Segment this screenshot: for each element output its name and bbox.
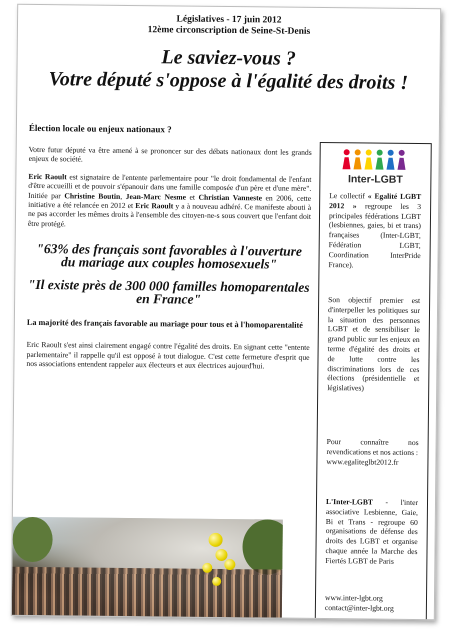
logo-figure-head — [388, 150, 394, 156]
balloon — [224, 559, 235, 570]
headline-line2: Votre député s'oppose à l'égalité des droits ! — [48, 68, 409, 94]
headline — [17, 45, 439, 95]
section2-title: La majorité des français favorable au mariage pour tous et à l'homoparentalité — [26, 318, 303, 331]
tree-left — [12, 517, 52, 562]
crowd — [12, 567, 283, 620]
section1-title: Élection locale ou enjeux nationaux ? — [28, 122, 172, 135]
raoult-paragraph: Eric Raoult est signataire de l'entente parlementaire pour "le droit fondamental de l'enfant d'être accueilli et de pouvoir s'épanouir dans une famille composée d'un père et d'une mère". Initiée par Christine Boutin, Jean-Marc Nesme et Christian Vanneste en 2006, cette initiative a été relancée en 2012 et Eric Raoult y a à nouveau adhéré. Ce manifeste abouti à ne pas accorder les mêmes droits à l'ensemble des citoyen-ne-s sous couvert que l'enfant doit être protégé. — [27, 171, 312, 229]
logo-figure-head — [355, 149, 361, 155]
balloon — [209, 533, 223, 547]
logo-figure-head — [366, 149, 372, 155]
flyer-sheet — [11, 4, 441, 620]
inter-lgbt-logo — [328, 147, 422, 188]
revendications-paragraph: Pour connaître nos revendications et nos actions : www.egaliteglbt2012.fr — [326, 437, 419, 467]
logo-figure-body — [365, 157, 373, 169]
egalite-website-link[interactable]: www.egaliteglbt2012.fr — [326, 456, 399, 467]
logo-figure-body — [343, 157, 351, 169]
name-nesme: Jean-Marc Nesme — [125, 191, 187, 202]
rainbow-figures-icon — [328, 147, 422, 174]
contact-email-link[interactable]: contact@inter-lgbt.org — [324, 602, 394, 613]
headline-line1: Le saviez-vous ? — [161, 46, 296, 70]
district-line: 12ème circonscription de Seine-St-Denis — [147, 25, 311, 37]
logo-figure-head — [377, 150, 383, 156]
logo-text: Inter-LGBT — [347, 173, 403, 186]
quotes-block — [27, 242, 311, 307]
balloon — [202, 563, 212, 573]
objectif-paragraph: Son objectif premier est d'interpeller les politiques sur la situation des personnes LGBT et de sensibiliser le grand public sur les enjeux en terme d'égalité des droits et de lutte contre les discriminations lors de ces élections (présidentielle et législatives) — [327, 295, 421, 393]
header-meta — [18, 13, 440, 39]
logo-figure-head — [399, 150, 405, 156]
inter-lgbt-paragraph: L'Inter-LGBT - l'inter associative Lesbienne, Gaie, Bi et Trans - regroupe 60 organisations de défense des droits des LGBT et organise chaque année la Marche des Fiertés LGBT de Paris — [325, 497, 419, 566]
inter-lgbt-sidebar — [315, 142, 432, 620]
conclusion-paragraph: Eric Raoult s'est ainsi clairement engagé contre l'égalité des droits. En signant cette "entente parlementaire" il rappelle qu'il est opposé à tout dialogue. C'est cette fermeture d'esprit que nos associations entendent rappeler aux électeurs et aux électrices aujourd'hui. — [26, 340, 310, 371]
logo-figure-body — [386, 158, 394, 170]
collectif-paragraph: Le collectif « Egalité LGBT 2012 » regroupe les 3 principales fédérations LGBT (lesbiennes, gaies, bi et trans) françaises (Inter-LGBT, Fédération LGBT, Coordination InterPride France). — [328, 191, 422, 269]
quote-marriage: "63% des français sont favorables à l'ouverture du mariage aux couples homosexuels" — [36, 241, 302, 272]
tree-right — [242, 519, 283, 575]
main-column — [26, 123, 312, 379]
name-raoult-2: Eric Raoult — [135, 201, 174, 211]
logo-figure-head — [344, 149, 350, 155]
logo-figure-body — [354, 157, 362, 169]
name-raoult: Eric Raoult — [28, 171, 67, 182]
date-line: Législatives - 17 juin 2012 — [176, 14, 282, 26]
contact-block — [325, 593, 417, 614]
pride-march-photo — [12, 517, 283, 620]
name-vanneste: Christian Vanneste — [198, 192, 263, 202]
quote-families: "Il existe près de 300 000 familles homoparentales en France" — [27, 277, 310, 307]
intro-paragraph: Votre futur député va être amené à se prononcer sur des débats nationaux dont les grands enjeux de société. — [28, 144, 312, 164]
name-boutin: Christine Boutin — [64, 190, 121, 201]
balloon — [212, 577, 221, 586]
logo-figure-body — [375, 158, 383, 170]
logo-figure-body — [397, 158, 405, 170]
inter-lgbt-website-link[interactable]: www.inter-lgbt.org — [324, 593, 383, 603]
